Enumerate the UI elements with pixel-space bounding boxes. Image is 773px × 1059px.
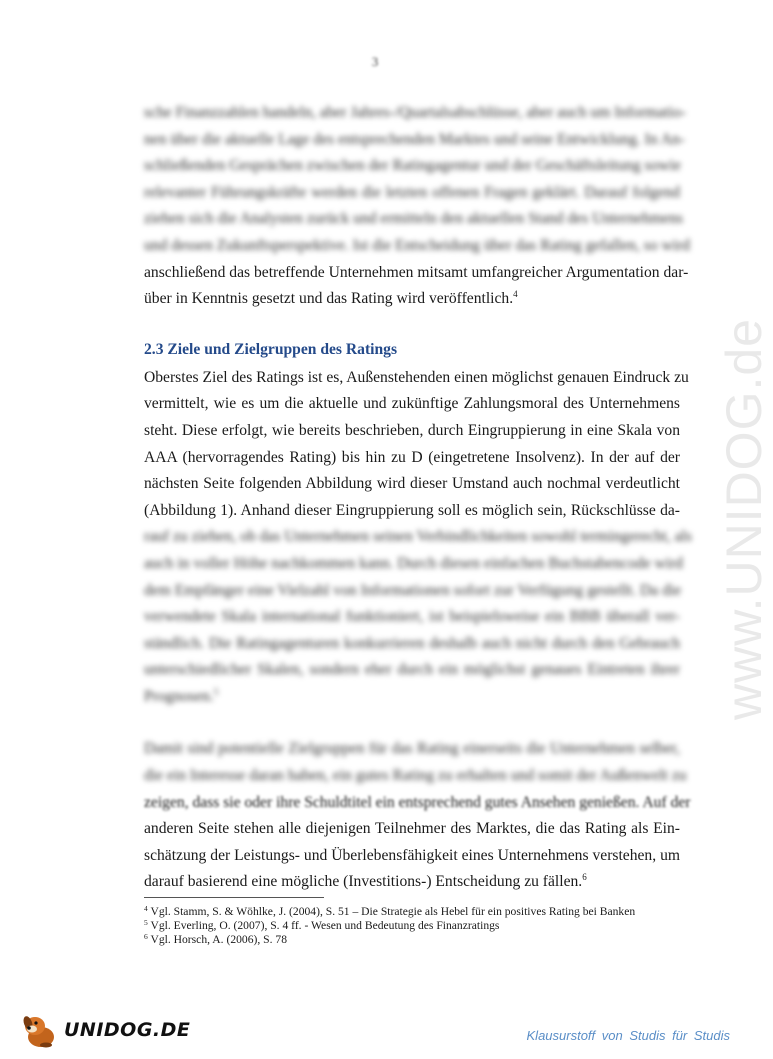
paragraph-process <box>144 100 691 313</box>
text-line: sche Finanzzahlen handeln, aber Jahres-/Quartalsabschlüsse, aber auch um Informatio- <box>144 104 687 121</box>
paragraph-target-groups <box>144 736 691 896</box>
paragraph-goals <box>144 365 692 711</box>
text-line: und dessen Zukunftsperspektive. Ist die Entscheidung über das Rating gefallen, so wird <box>144 236 691 254</box>
dog-mascot-icon <box>20 1010 60 1050</box>
text-line: Oberstes Ziel des Ratings ist es, Außenstehenden einen möglichst genauen Eindruck zu <box>144 368 689 386</box>
text-line: steht. Diese erfolgt, wie bereits beschrieben, durch Eingruppierung in eine Skala von <box>144 421 680 439</box>
logo-text: UNIDOG.DE <box>64 1019 191 1041</box>
text-line: verwendete Skala international funktioniert, ist beispielsweise ein BBB überall ver- <box>144 608 680 626</box>
paragraph-gap <box>144 710 680 736</box>
footnote-ref: 6 <box>582 872 587 883</box>
document-body <box>144 100 692 896</box>
watermark: www.UNIDOG.de <box>716 318 772 720</box>
text-line: dem Empfänger eine Vielzahl von Informationen sofort zur Verfügung gestellt. Da die <box>144 581 682 599</box>
page-number: 3 <box>371 54 379 69</box>
text-line: relevanter Führungskräfte werden die letzten offenen Fragen geklärt. Darauf folgend <box>144 183 680 201</box>
text-line: AAA (hervorragendes Rating) bis hin zu D (eingetretene Insolvenz). In der auf der <box>144 448 680 466</box>
unidog-logo <box>20 1010 190 1050</box>
text-line: nächsten Seite folgenden Abbildung wird dieser Umstand auch nochmal verdeutlicht <box>144 475 680 493</box>
section-heading: 2.3 Ziele und Zielgruppen des Ratings <box>144 340 398 358</box>
text-line: nen über die aktuelle Lage des entsprechenden Marktes und seine Entwicklung. In An- <box>144 130 685 148</box>
text-line: unterschiedlicher Skalen, sondern eher durch ein möglichst genaues Eintreten ihrer <box>144 661 680 679</box>
text-line: darauf basierend eine mögliche (Investitions-) Entscheidung zu fällen.$^6$ <box>144 872 587 891</box>
text-line: über in Kenntnis gesetzt und das Rating wird veröffentlich.$^4$ <box>144 289 518 308</box>
text-line: ziehen sich die Analysten zurück und ermitteln den aktuellen Stand des Unternehmens <box>144 210 684 228</box>
footnote-ref: 5 <box>213 686 219 697</box>
text-line: schließenden Gesprächen zwischen der Ratingagentur und der Geschäftsleitung sowie <box>144 157 681 175</box>
text-line: Prognosen.$^5$ <box>144 686 219 705</box>
text-line: (Abbildung 1). Anhand dieser Eingruppierung soll es möglich sein, Rückschlüsse da- <box>144 501 680 519</box>
footnote: $^6$ Vgl. Horsch, A. (2006), S. 78 <box>144 931 287 946</box>
text-line: auch in voller Höhe nachkommen kann. Durch diesen einfachen Buchstabencode wird <box>144 554 684 572</box>
footnote: $^4$ Vgl. Stamm, S. & Wöhlke, J. (2004), S. 51 – Die Strategie als Hebel für ein positives Rating bei Banken <box>144 904 636 918</box>
tagline: Klausurstoff von Studis für Studis <box>526 1028 730 1043</box>
text-line: vermittelt, wie es um die aktuelle und zukünftige Zahlungsmoral des Unternehmens <box>144 395 680 413</box>
text-line: anderen Seite stehen alle diejenigen Teilnehmer des Marktes, die das Rating als Ein- <box>144 820 680 838</box>
footnote: $^5$ Vgl. Everling, O. (2007), S. 4 ff. - Wesen und Bedeutung des Finanzratings <box>144 917 500 932</box>
text-line: rauf zu ziehen, ob das Unternehmen seinen Verbindlichkeiten sowohl termingerecht, als <box>144 528 692 546</box>
text-line: die ein Interesse daran haben, ein gutes Rating zu erhalten und somit der Außenwelt zu <box>144 767 687 785</box>
footnote-ref: 4 <box>513 289 518 300</box>
footnotes <box>144 905 704 946</box>
footnote-separator <box>144 897 324 898</box>
text-line: ständlich. Die Ratingagenturen konkurrieren deshalb auch nicht durch den Gebrauch <box>144 634 680 652</box>
text-line: zeigen, dass sie oder ihre Schuldtitel ein entsprechend gutes Ansehen genießen. Auf der <box>144 793 691 811</box>
text-line: anschließend das betreffende Unternehmen mitsamt umfangreicher Argumentation dar- <box>144 263 689 281</box>
text-line: schätzung der Leistungs- und Überlebensfähigkeit eines Unternehmens verstehen, um <box>144 846 680 864</box>
text-line: Damit sind potentielle Zielgruppen für das Rating einerseits die Unternehmen selber, <box>144 740 680 758</box>
